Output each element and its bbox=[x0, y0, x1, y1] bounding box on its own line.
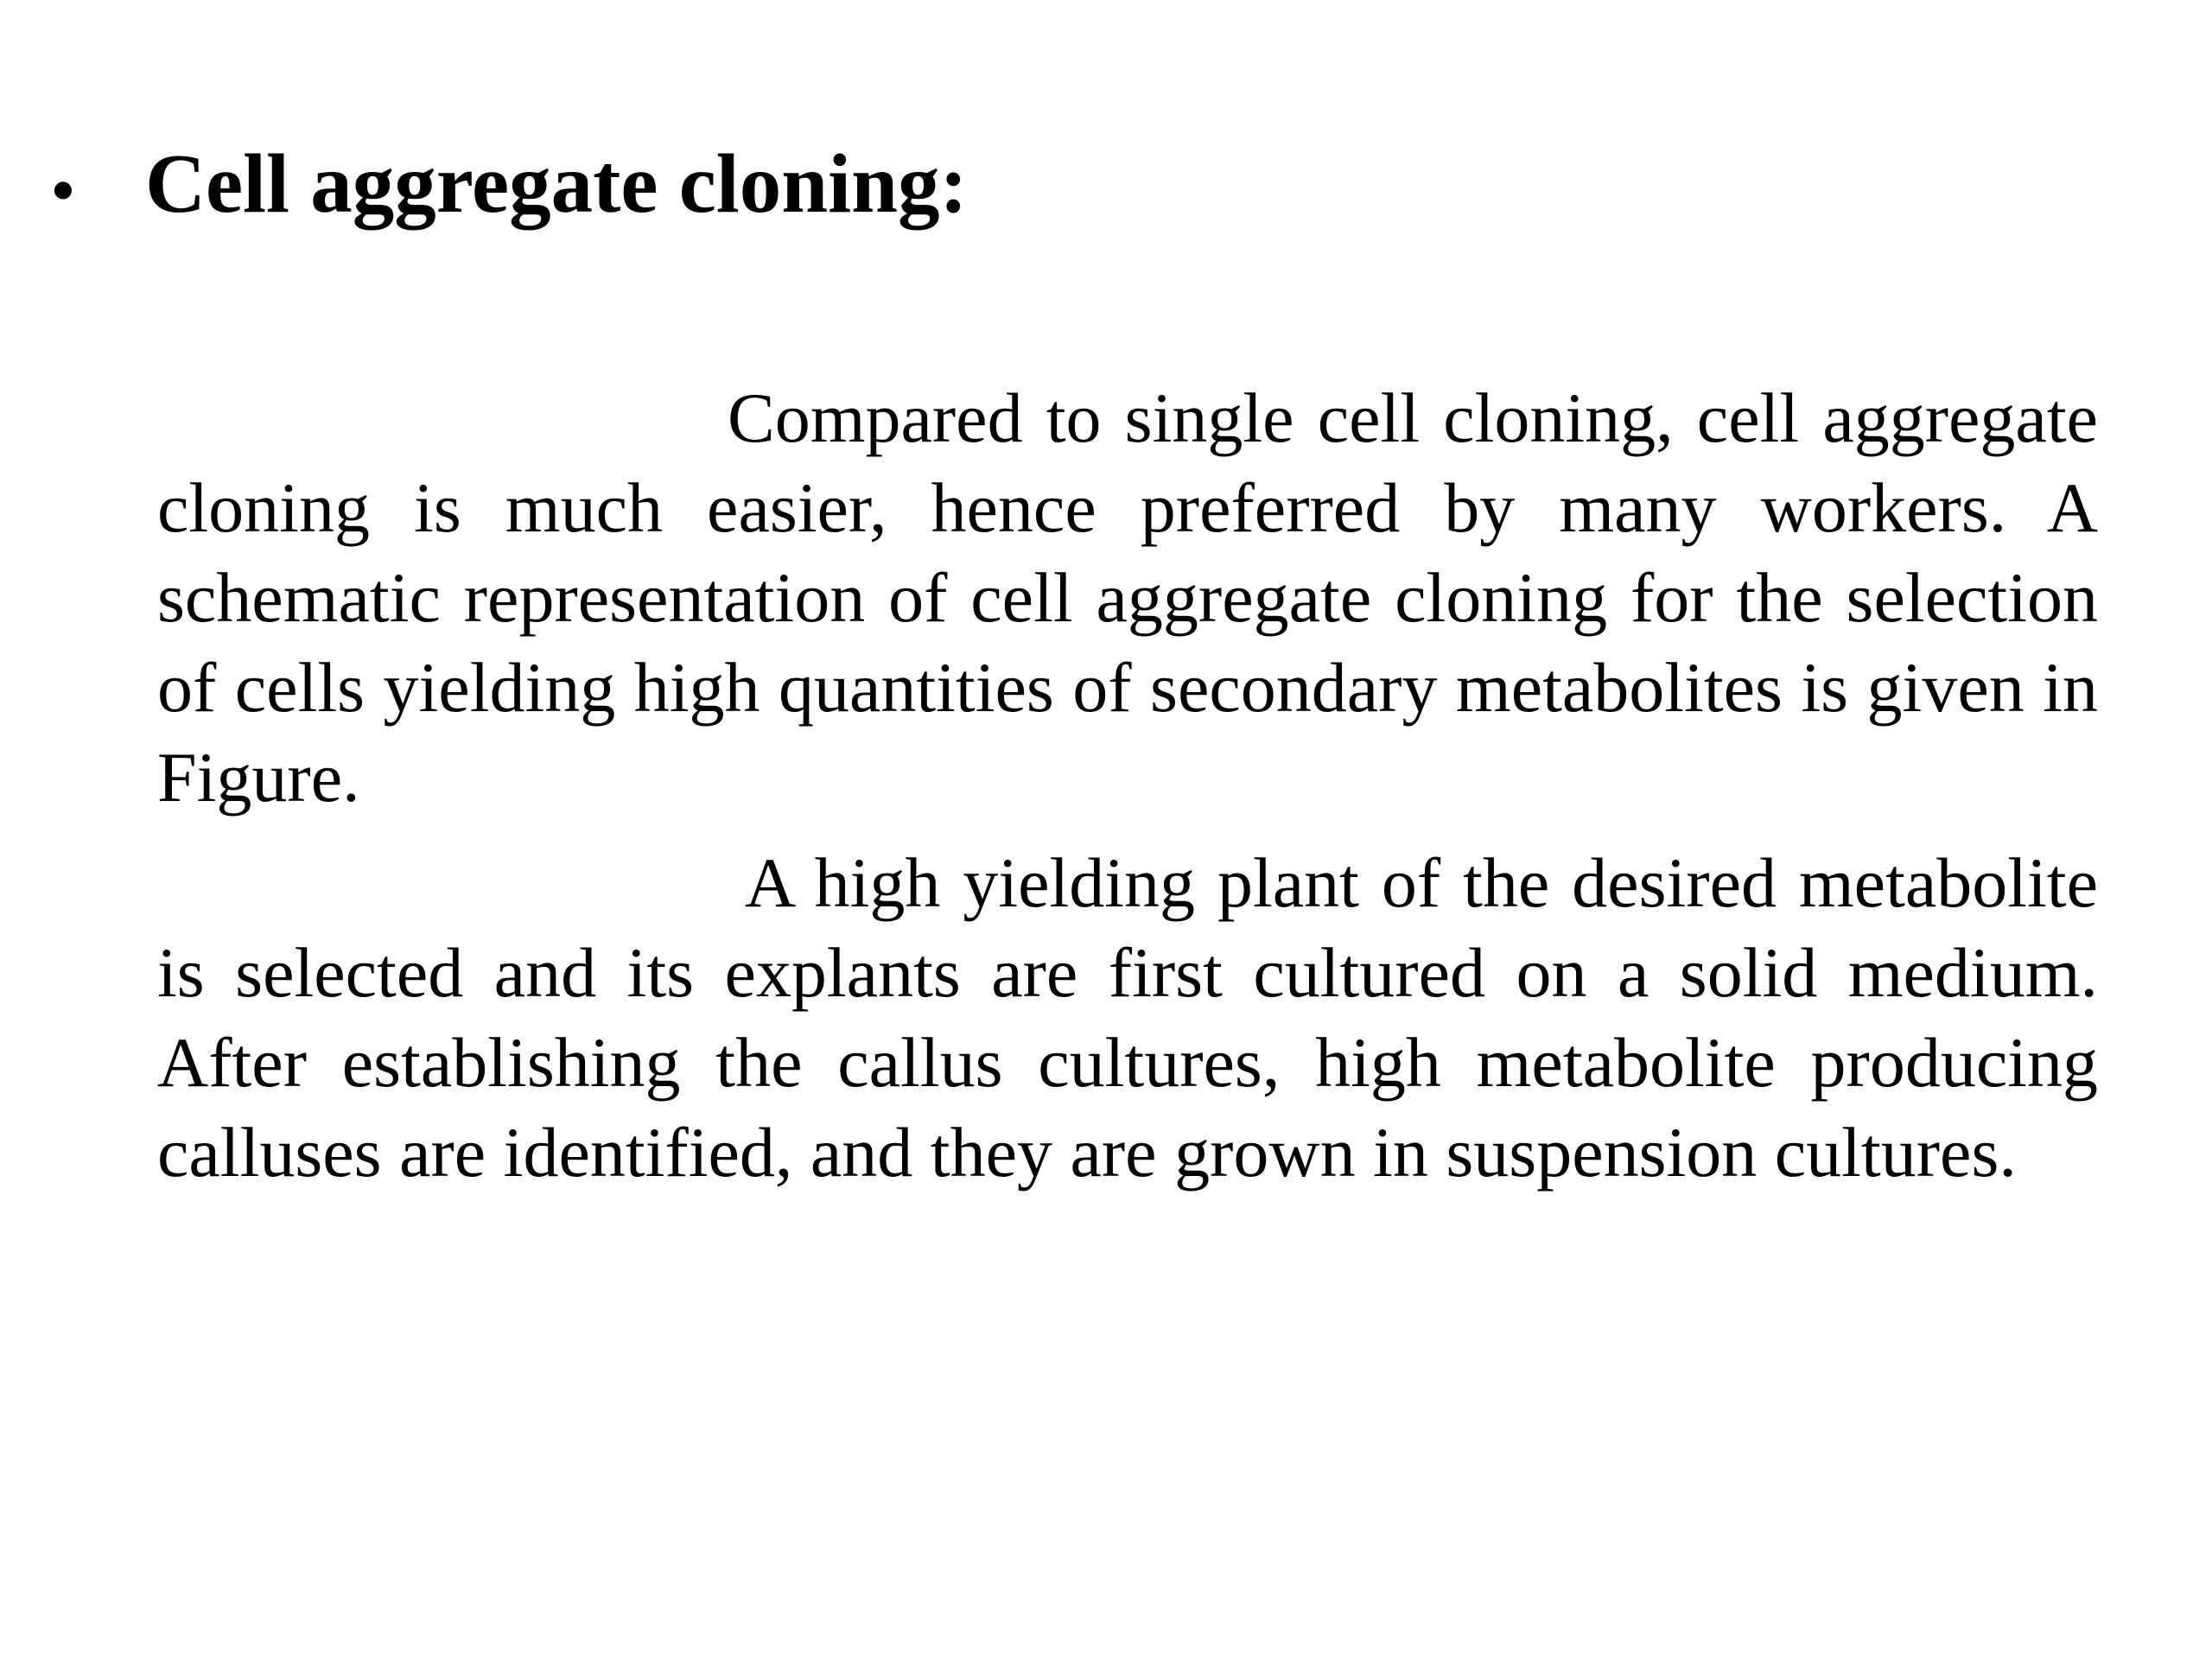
paragraph-1-text: Compared to single cell cloning, cell aggregate cloning is much easier, hence preferred by many workers. A schematic representation of cell aggregate cloning for the selection of cells yielding high quantities of secondary metabolites is given in Figure. bbox=[157, 378, 2098, 817]
heading-row bbox=[52, 138, 968, 231]
slide-heading: Cell aggregate cloning: bbox=[145, 137, 968, 230]
bullet-point: • bbox=[52, 156, 74, 226]
paragraph-2 bbox=[157, 838, 2098, 1198]
paragraph-2-text: A high yielding plant of the desired metabolite is selected and its explants are first cultured on a solid medium. After establishing the callus cultures, high metabolite producing calluses are identified, and they are grown in suspension cultures. bbox=[157, 843, 2098, 1192]
paragraph-1 bbox=[157, 373, 2098, 823]
